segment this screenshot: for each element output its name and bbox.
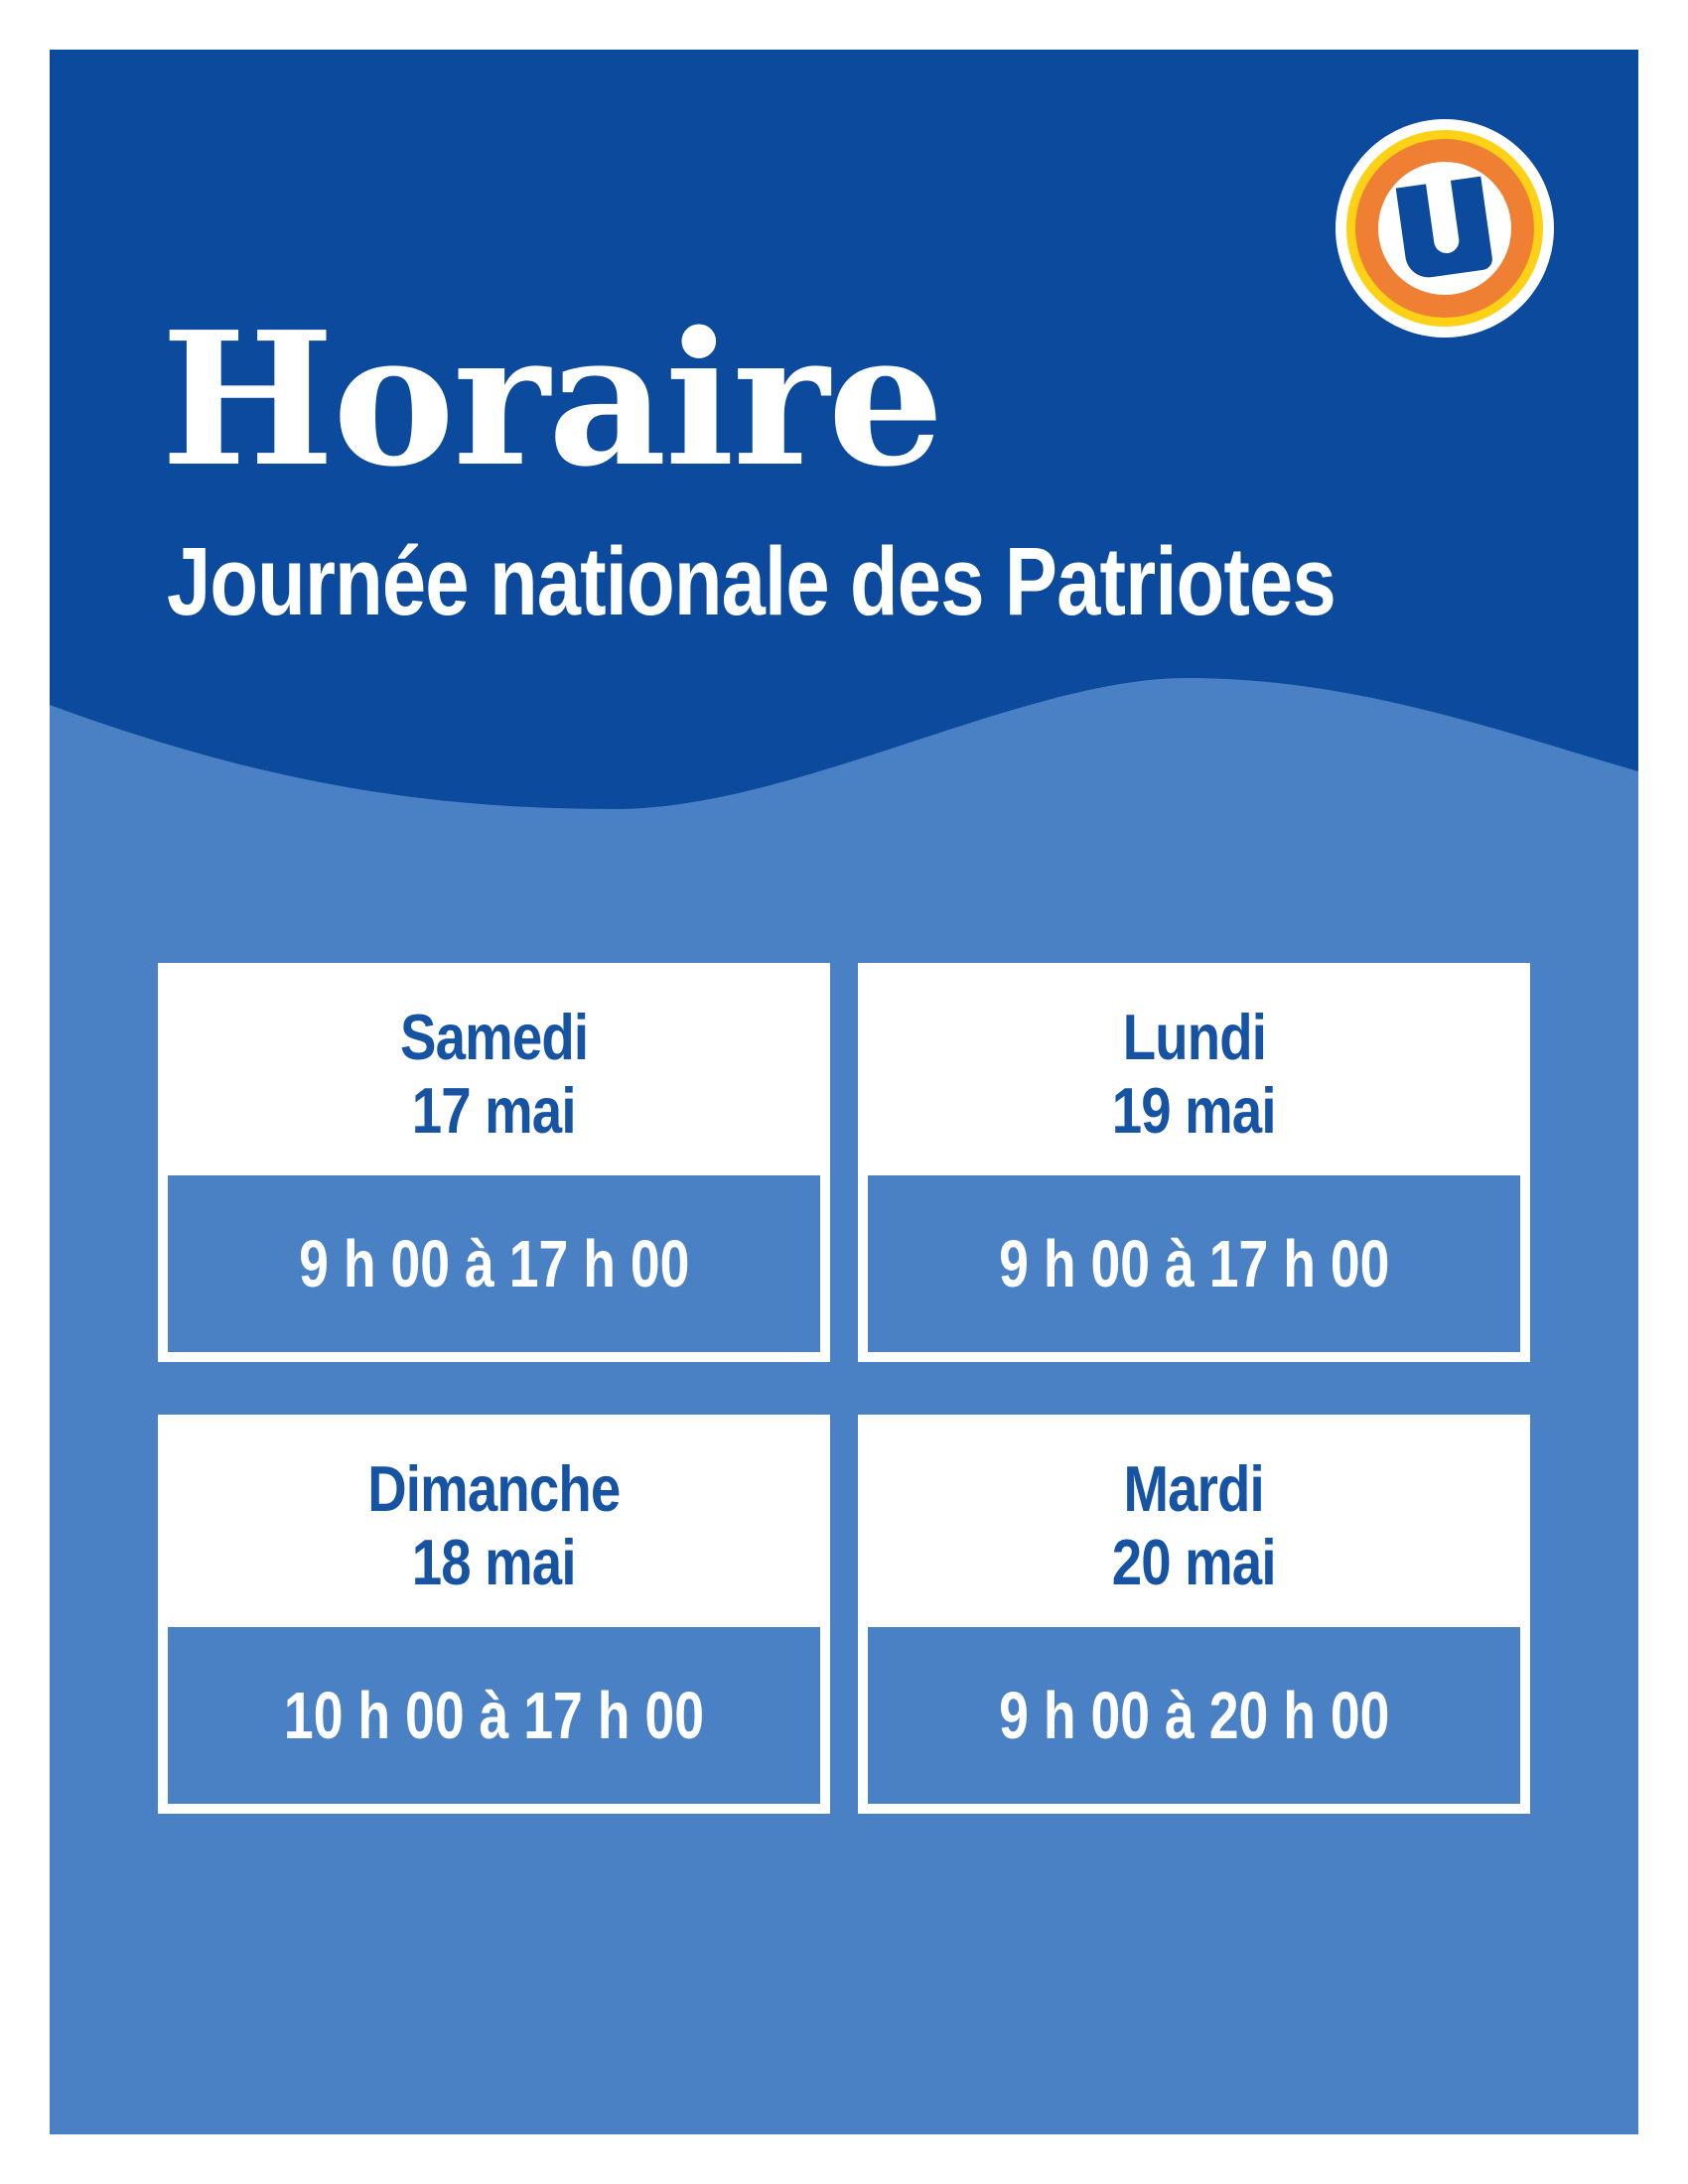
card-day-date — [168, 973, 820, 1175]
card-day-date — [868, 1425, 1520, 1627]
card-hours-band — [868, 1175, 1520, 1352]
card-day-label: Mardi — [1123, 1452, 1265, 1525]
card-day-label: Dimanche — [367, 1452, 621, 1525]
card-day-label: Samedi — [399, 1001, 589, 1073]
schedule-card-samedi — [158, 963, 830, 1362]
card-date-label: 17 mai — [412, 1074, 576, 1147]
card-hours-label: 9 h 00 à 20 h 00 — [998, 1678, 1390, 1753]
card-date-label: 20 mai — [1112, 1526, 1276, 1598]
schedule-grid — [158, 963, 1530, 1814]
page-subtitle-wrap — [167, 527, 1688, 635]
blue-panel — [50, 50, 1638, 2134]
page-title: Horaire — [161, 291, 942, 507]
u-logo-icon — [1331, 114, 1559, 342]
card-hours-label: 9 h 00 à 17 h 00 — [298, 1226, 690, 1301]
card-hours-label: 10 h 00 à 17 h 00 — [283, 1678, 705, 1753]
schedule-card-dimanche — [158, 1415, 830, 1814]
card-day-date — [168, 1425, 820, 1627]
schedule-card-mardi — [858, 1415, 1530, 1814]
card-hours-band — [168, 1175, 820, 1352]
schedule-card-lundi — [858, 963, 1530, 1362]
card-day-label: Lundi — [1122, 1001, 1266, 1073]
card-day-date — [868, 973, 1520, 1175]
card-date-label: 18 mai — [412, 1526, 576, 1598]
card-date-label: 19 mai — [1112, 1074, 1276, 1147]
page-subtitle: Journée nationale des Patriotes — [167, 527, 1336, 635]
card-hours-band — [168, 1627, 820, 1804]
card-hours-label: 9 h 00 à 17 h 00 — [998, 1226, 1390, 1301]
card-hours-band — [868, 1627, 1520, 1804]
